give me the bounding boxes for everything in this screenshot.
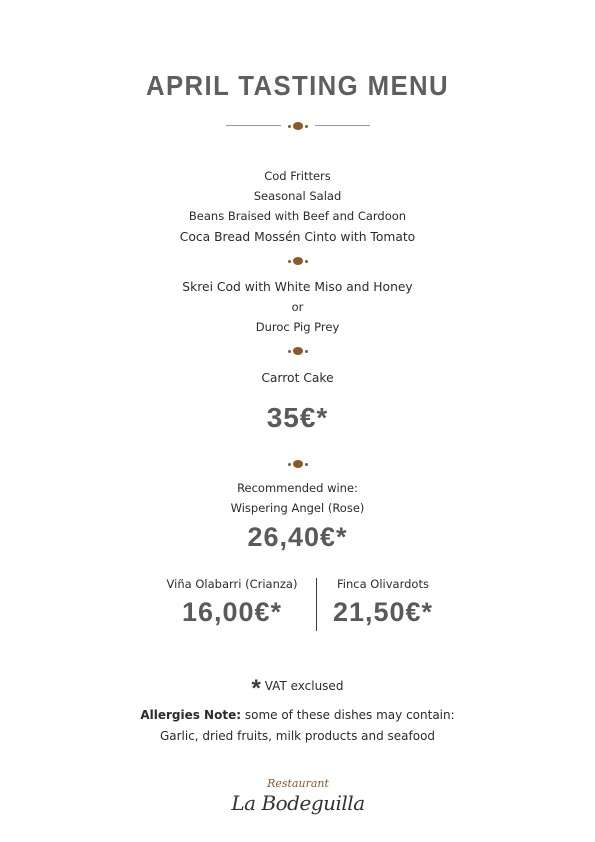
- starter-1: Cod Fritters: [264, 169, 331, 183]
- main-2: Duroc Pig Prey: [255, 320, 340, 334]
- allergies-list: Garlic, dried fruits, milk products and seafood: [159, 729, 436, 743]
- main-1: Skrei Cod with White Miso and Honey: [182, 280, 413, 294]
- wine-label: Recommended wine:: [237, 481, 358, 495]
- ornament-divider-icon: [287, 121, 309, 131]
- divider-line-right: [315, 125, 370, 126]
- vat-note: [0, 675, 595, 702]
- divider-line-left: [226, 125, 281, 126]
- wine-options-separator: [316, 578, 317, 631]
- ornament-divider-icon: [287, 256, 309, 266]
- wine-option-2-name: Finca Olivardots: [337, 577, 429, 591]
- title-divider: [226, 119, 370, 133]
- wine-option-1-price: 16,00€*: [181, 597, 283, 627]
- starter-3: Beans Braised with Beef and Cardoon: [188, 209, 407, 223]
- starter-4: Coca Bread Mossén Cinto with Tomato: [179, 230, 416, 244]
- menu-title: APRIL TASTING MENU: [146, 70, 449, 101]
- wine-name: Wispering Angel (Rose): [230, 501, 365, 515]
- vat-text: VAT exclused: [264, 679, 344, 693]
- allergies-note: [0, 705, 595, 726]
- main-or: or: [291, 300, 304, 314]
- wine-option-2-price: 21,50€*: [332, 597, 434, 627]
- ornament-divider-icon: [287, 346, 309, 356]
- wine-option-1-name: Viña Olabarri (Crianza): [166, 577, 298, 591]
- starter-2: Seasonal Salad: [253, 189, 342, 203]
- allergies-text: some of these dishes may contain:: [244, 708, 455, 722]
- dessert: Carrot Cake: [261, 371, 334, 385]
- allergies-label: Allergies Note:: [140, 708, 242, 722]
- wine-price: 26,40€*: [247, 522, 348, 552]
- logo-brand-name: La Bodeguilla: [231, 791, 365, 815]
- menu-price: 35€*: [266, 402, 329, 433]
- restaurant-logo: [228, 775, 368, 825]
- logo-restaurant-text: Restaurant: [267, 777, 329, 790]
- ornament-divider-icon: [287, 459, 309, 469]
- vat-star: *: [251, 675, 261, 702]
